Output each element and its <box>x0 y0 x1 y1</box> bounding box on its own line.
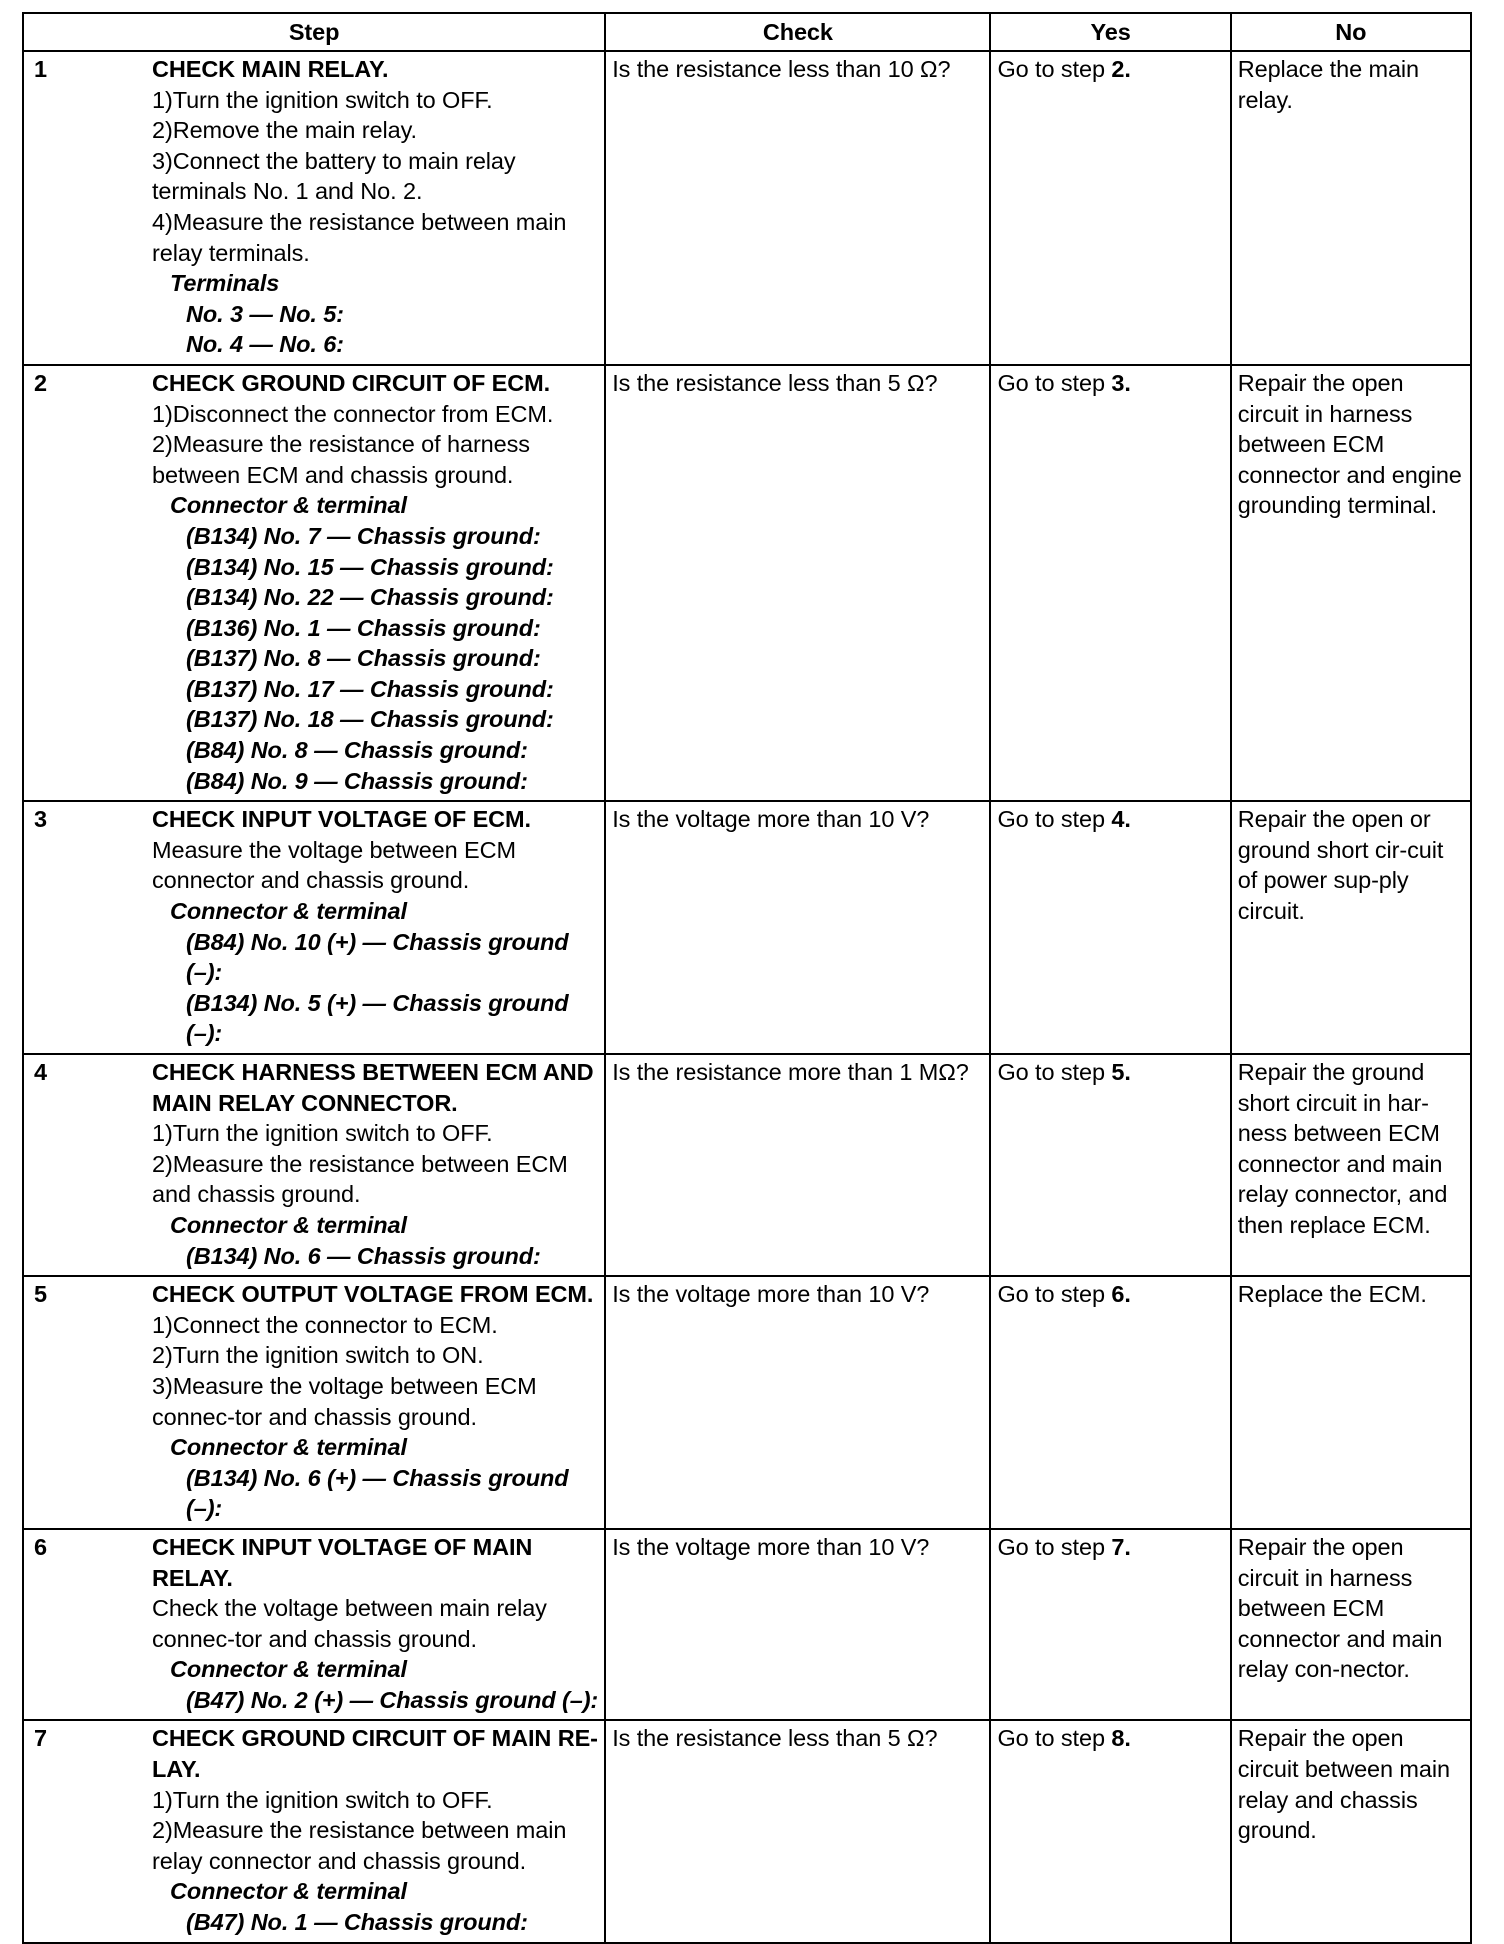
step-text <box>152 1723 598 1937</box>
spec-item: (B134) No. 7 — Chassis ground: <box>186 522 541 549</box>
step-cell <box>23 1276 605 1529</box>
step-instruction: 3)Connect the battery to main relay terminals No. 1 and No. 2. <box>152 147 516 205</box>
step-title: CHECK INPUT VOLTAGE OF MAIN RELAY. <box>152 1533 533 1591</box>
yes-cell <box>990 51 1230 365</box>
step-title: CHECK GROUND CIRCUIT OF MAIN RE-LAY. <box>152 1725 598 1783</box>
yes-prefix: Go to step <box>997 1533 1112 1560</box>
spec-item: (B134) No. 15 — Chassis ground: <box>186 553 554 580</box>
header-row <box>23 13 1471 51</box>
step-instruction: 3)Measure the voltage between ECM connec-tor and chassis ground. <box>152 1372 537 1430</box>
step-instruction: 4)Measure the resistance between main relay terminals. <box>152 208 567 266</box>
spec-item: (B84) No. 9 — Chassis ground: <box>186 767 528 794</box>
yes-step-number: 5. <box>1111 1059 1131 1085</box>
step-cell <box>23 365 605 801</box>
table-row <box>23 1276 1471 1529</box>
step-number: 1 <box>34 56 47 82</box>
spec-item: (B137) No. 17 — Chassis ground: <box>186 675 554 702</box>
check-cell: Is the voltage more than 10 V? <box>605 801 990 1054</box>
step-instruction: Check the voltage between main relay connec-tor and chassis ground. <box>152 1595 547 1652</box>
spec-label: Connector & terminal <box>170 898 407 925</box>
step-cell <box>23 1054 605 1276</box>
check-cell: Is the voltage more than 10 V? <box>605 1276 990 1529</box>
spec-label: Connector & terminal <box>170 1434 407 1461</box>
yes-cell <box>990 1720 1230 1942</box>
yes-prefix: Go to step <box>997 806 1112 833</box>
step-title: CHECK OUTPUT VOLTAGE FROM ECM. <box>152 1281 594 1308</box>
step-number: 5 <box>34 1281 47 1308</box>
table-row <box>23 1529 1471 1721</box>
step-text <box>152 368 598 796</box>
yes-step-number: 8. <box>1111 1725 1131 1752</box>
no-cell: Repair the open circuit in harness between ECM connector and main relay con-nector. <box>1231 1529 1471 1721</box>
spec-item: (B134) No. 5 (+) — Chassis ground (–): <box>186 989 569 1047</box>
spec-item: (B137) No. 8 — Chassis ground: <box>186 645 541 672</box>
spec-item: (B84) No. 8 — Chassis ground: <box>186 737 528 764</box>
no-cell: Replace the main relay. <box>1231 51 1471 365</box>
spec-label: Connector & terminal <box>170 1211 407 1238</box>
yes-step-number: 2. <box>1111 56 1131 82</box>
table-row <box>23 51 1471 365</box>
step-number: 7 <box>34 1725 47 1752</box>
step-instruction: 2)Remove the main relay. <box>152 117 417 144</box>
spec-item: (B137) No. 18 — Chassis ground: <box>186 706 554 733</box>
yes-prefix: Go to step <box>997 1725 1112 1752</box>
step-text <box>152 1057 598 1271</box>
step-text <box>152 54 598 360</box>
step-number: 2 <box>34 369 47 396</box>
check-cell: Is the resistance less than 5 Ω? <box>605 365 990 801</box>
no-cell: Repair the ground short circuit in har-ness between ECM connector and main relay connector, and then replace ECM. <box>1231 1054 1471 1276</box>
header-no: No <box>1231 13 1471 51</box>
no-cell: Repair the open or ground short cir-cuit of power sup-ply circuit. <box>1231 801 1471 1054</box>
step-title: CHECK MAIN RELAY. <box>152 56 389 82</box>
step-text <box>152 804 598 1049</box>
check-cell: Is the resistance less than 5 Ω? <box>605 1720 990 1942</box>
spec-item: (B47) No. 2 (+) — Chassis ground (–): <box>186 1686 599 1713</box>
yes-cell <box>990 365 1230 801</box>
table-row <box>23 1054 1471 1276</box>
spec-label: Connector & terminal <box>170 1656 407 1683</box>
spec-item: (B134) No. 22 — Chassis ground: <box>186 584 554 611</box>
spec-item: (B134) No. 6 — Chassis ground: <box>186 1242 541 1269</box>
no-cell: Repair the open circuit in harness between ECM connector and engine grounding terminal. <box>1231 365 1471 801</box>
step-number: 3 <box>34 806 47 833</box>
spec-item: No. 4 — No. 6: <box>186 331 344 358</box>
step-instruction: 2)Measure the resistance of harness between ECM and chassis ground. <box>152 431 530 488</box>
step-instruction: 1)Turn the ignition switch to OFF. <box>152 1120 493 1147</box>
step-instruction: Measure the voltage between ECM connector and chassis ground. <box>152 836 516 894</box>
step-number: 6 <box>34 1533 47 1560</box>
yes-prefix: Go to step <box>997 369 1112 396</box>
spec-item: (B136) No. 1 — Chassis ground: <box>186 614 541 641</box>
no-cell: Repair the open circuit between main relay and chassis ground. <box>1231 1720 1471 1942</box>
step-cell <box>23 1720 605 1942</box>
yes-step-number: 4. <box>1111 806 1131 833</box>
yes-cell <box>990 1276 1230 1529</box>
table-row <box>23 1720 1471 1942</box>
diagnostic-table <box>22 12 1472 1944</box>
yes-prefix: Go to step <box>997 56 1112 82</box>
yes-cell <box>990 801 1230 1054</box>
check-cell: Is the voltage more than 10 V? <box>605 1529 990 1721</box>
step-title: CHECK GROUND CIRCUIT OF ECM. <box>152 369 550 396</box>
table-body <box>23 51 1471 1943</box>
header-step: Step <box>23 13 605 51</box>
spec-item: No. 3 — No. 5: <box>186 300 344 327</box>
step-number: 4 <box>34 1059 47 1085</box>
no-cell: Replace the ECM. <box>1231 1276 1471 1529</box>
yes-prefix: Go to step <box>997 1281 1112 1308</box>
step-cell <box>23 1529 605 1721</box>
step-instruction: 2)Measure the resistance between ECM and chassis ground. <box>152 1150 568 1208</box>
table-row <box>23 365 1471 801</box>
spec-item: (B47) No. 1 — Chassis ground: <box>186 1909 528 1936</box>
spec-label: Connector & terminal <box>170 492 407 519</box>
yes-step-number: 6. <box>1111 1281 1131 1308</box>
step-instruction: 1)Connect the connector to ECM. <box>152 1311 498 1338</box>
spec-label: Terminals <box>170 270 280 297</box>
check-cell: Is the resistance more than 1 MΩ? <box>605 1054 990 1276</box>
yes-step-number: 7. <box>1111 1533 1131 1560</box>
step-instruction: 1)Turn the ignition switch to OFF. <box>152 1786 493 1813</box>
step-instruction: 1)Disconnect the connector from ECM. <box>152 400 554 427</box>
spec-item: (B134) No. 6 (+) — Chassis ground (–): <box>186 1464 569 1522</box>
spec-label: Connector & terminal <box>170 1878 407 1905</box>
step-title: CHECK INPUT VOLTAGE OF ECM. <box>152 806 531 833</box>
spec-item: (B84) No. 10 (+) — Chassis ground (–): <box>186 928 569 986</box>
yes-prefix: Go to step <box>997 1059 1112 1085</box>
step-instruction: 1)Turn the ignition switch to OFF. <box>152 86 493 113</box>
yes-cell <box>990 1529 1230 1721</box>
step-text <box>152 1279 598 1524</box>
step-text <box>152 1532 598 1716</box>
header-check: Check <box>605 13 990 51</box>
step-instruction: 2)Turn the ignition switch to ON. <box>152 1342 484 1369</box>
header-yes: Yes <box>990 13 1230 51</box>
table-row <box>23 801 1471 1054</box>
yes-cell <box>990 1054 1230 1276</box>
step-title: CHECK HARNESS BETWEEN ECM AND MAIN RELAY CONNECTOR. <box>152 1059 594 1116</box>
yes-step-number: 3. <box>1111 369 1131 396</box>
step-cell <box>23 51 605 365</box>
step-instruction: 2)Measure the resistance between main relay connector and chassis ground. <box>152 1817 567 1874</box>
step-cell <box>23 801 605 1054</box>
check-cell: Is the resistance less than 10 Ω? <box>605 51 990 365</box>
